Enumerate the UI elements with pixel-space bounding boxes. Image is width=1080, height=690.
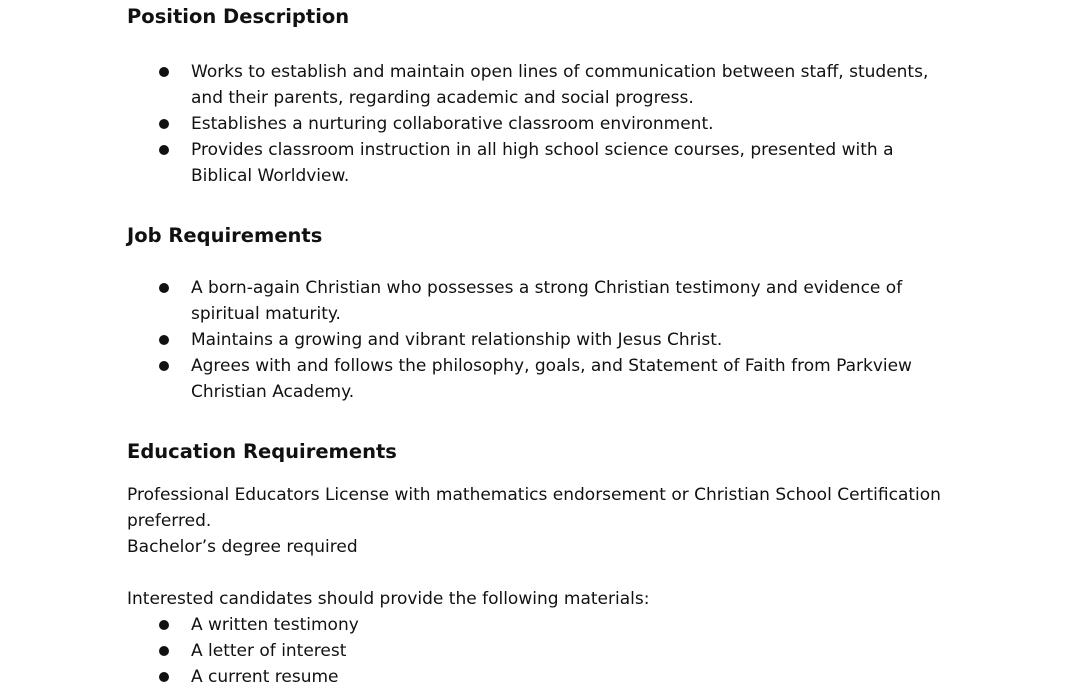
list-item: [0, 59, 928, 111]
list-item-text: Establishes a nurturing collaborative classroom environment.: [191, 114, 714, 134]
list-item: [0, 137, 928, 189]
bullet-icon: [159, 145, 169, 155]
job-requirements-heading: Job Requirements: [127, 224, 323, 247]
materials-list: [0, 612, 359, 690]
list-item-text: Biblical Worldview.: [191, 166, 350, 186]
list-item-text: A letter of interest: [191, 641, 347, 661]
list-item: [0, 664, 359, 690]
list-item-text: Provides classroom instruction in all high school science courses, presented with a: [191, 140, 894, 160]
list-item-text: Works to establish and maintain open lines of communication between staff, students,: [191, 62, 929, 82]
list-item-text: Maintains a growing and vibrant relationship with Jesus Christ.: [191, 330, 723, 350]
license-line-1: Professional Educators License with mathematics endorsement or Christian School Certification: [127, 485, 941, 505]
bullet-icon: [159, 620, 169, 630]
position-description-heading: Position Description: [127, 5, 350, 28]
list-item: [0, 612, 359, 638]
list-item: [0, 327, 912, 353]
bullet-icon: [159, 672, 169, 682]
list-item-text: A current resume: [191, 667, 339, 687]
list-item-text: spiritual maturity.: [191, 304, 341, 324]
bullet-icon: [159, 646, 169, 656]
education-requirements-heading: Education Requirements: [127, 440, 397, 463]
list-item: [0, 353, 912, 405]
list-item-text: Agrees with and follows the philosophy, goals, and Statement of Faith from Parkview: [191, 356, 912, 376]
list-item: [0, 111, 928, 137]
materials-intro: Interested candidates should provide the following materials:: [127, 589, 650, 609]
list-item: [0, 275, 912, 327]
position-description-list: [0, 59, 928, 189]
bullet-icon: [159, 67, 169, 77]
bullet-icon: [159, 335, 169, 345]
job-requirements-list: [0, 275, 912, 405]
bullet-icon: [159, 119, 169, 129]
bullet-icon: [159, 361, 169, 371]
degree-requirement: Bachelor’s degree required: [127, 537, 358, 557]
list-item-text: A born-again Christian who possesses a strong Christian testimony and evidence of: [191, 278, 903, 298]
list-item-text: A written testimony: [191, 615, 359, 635]
list-item: [0, 638, 359, 664]
license-line-2: preferred.: [127, 511, 212, 531]
list-item-text: Christian Academy.: [191, 382, 355, 402]
bullet-icon: [159, 283, 169, 293]
list-item-text: and their parents, regarding academic and social progress.: [191, 88, 694, 108]
